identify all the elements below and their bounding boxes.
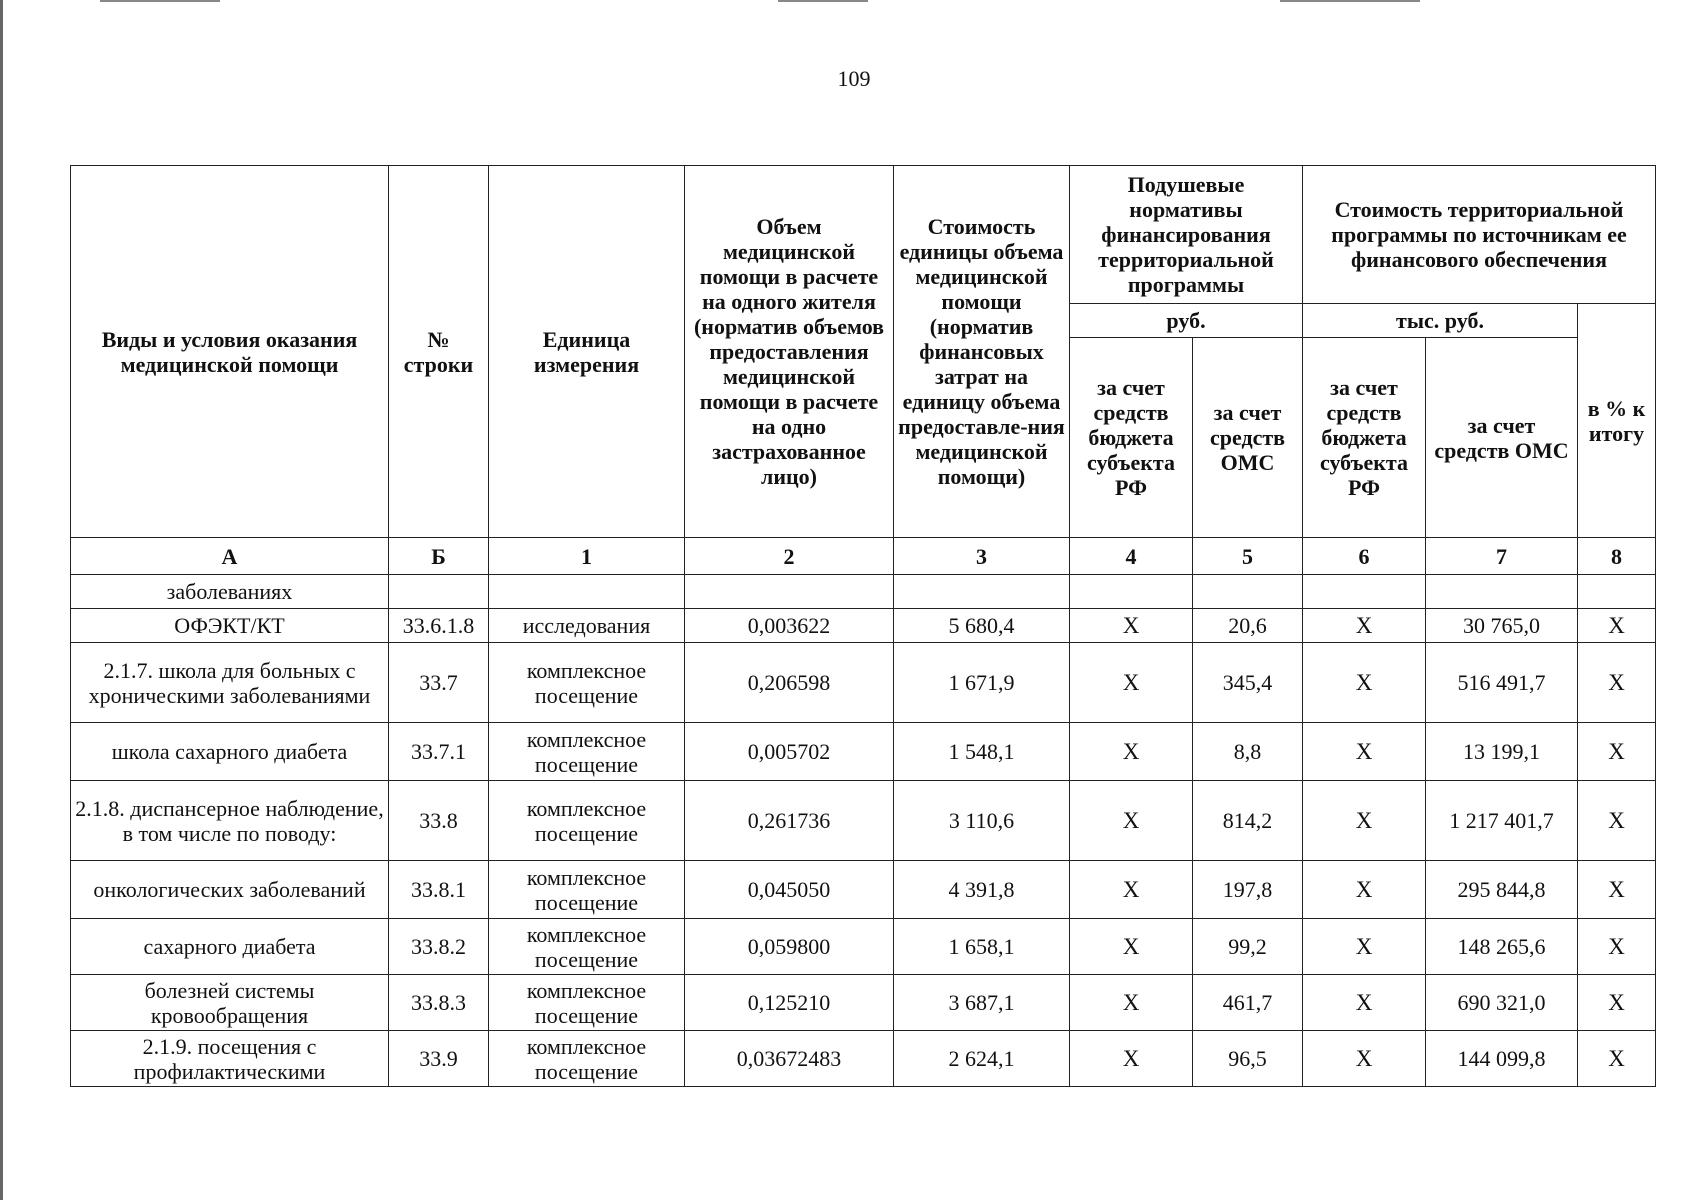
row-unit: комплексное посещение	[489, 1031, 685, 1087]
row-budget-thous	[1303, 575, 1426, 609]
row-name: болезней системы кровообращения	[71, 975, 389, 1031]
col-number: 1	[489, 538, 685, 575]
row-volume: 0,045050	[685, 861, 894, 919]
row-oms-rub: 8,8	[1193, 723, 1303, 781]
row-budget-rub: Х	[1070, 723, 1193, 781]
row-line-number: 33.7	[389, 643, 489, 723]
row-name: ОФЭКТ/КТ	[71, 609, 389, 643]
scan-left-edge	[0, 0, 3, 1200]
table-row	[71, 975, 1656, 1031]
table-row	[71, 575, 1656, 609]
header-rub: руб.	[1070, 304, 1303, 338]
header-unit: Единица измерения	[489, 166, 685, 538]
page-number: 109	[837, 66, 871, 91]
row-oms-thous: 30 765,0	[1426, 609, 1578, 643]
table-row	[71, 723, 1656, 781]
row-line-number: 33.8.2	[389, 919, 489, 975]
row-percent: Х	[1578, 723, 1656, 781]
row-name: школа сахарного диабета	[71, 723, 389, 781]
row-name: 2.1.8. диспансерное наблюдение, в том числе по поводу:	[71, 781, 389, 861]
row-oms-thous: 144 099,8	[1426, 1031, 1578, 1087]
row-oms-thous: 690 321,0	[1426, 975, 1578, 1031]
row-budget-thous: Х	[1303, 723, 1426, 781]
row-oms-rub	[1193, 575, 1303, 609]
header-oms-rub: за счет средств ОМС	[1193, 338, 1303, 538]
row-oms-rub: 197,8	[1193, 861, 1303, 919]
header-kind: Виды и условия оказания медицинской помощи	[71, 166, 389, 538]
row-budget-rub: Х	[1070, 1031, 1193, 1087]
row-percent: Х	[1578, 609, 1656, 643]
row-budget-thous: Х	[1303, 609, 1426, 643]
col-number: А	[71, 538, 389, 575]
row-line-number: 33.8.1	[389, 861, 489, 919]
row-unit-cost: 5 680,4	[894, 609, 1070, 643]
row-line-number	[389, 575, 489, 609]
table-row	[71, 1031, 1656, 1087]
row-volume: 0,03672483	[685, 1031, 894, 1087]
row-volume: 0,261736	[685, 781, 894, 861]
row-budget-rub: Х	[1070, 975, 1193, 1031]
scan-mark	[778, 0, 868, 2]
header-budget-rub: за счет средств бюджета субъекта РФ	[1070, 338, 1193, 538]
table-row	[71, 861, 1656, 919]
row-name: 2.1.9. посещения с профилактическими	[71, 1031, 389, 1087]
row-unit-cost	[894, 575, 1070, 609]
table-row	[71, 609, 1656, 643]
row-line-number: 33.7.1	[389, 723, 489, 781]
scan-mark	[1280, 0, 1420, 2]
header-volume: Объем медицинской помощи в расчете на одного жителя (норматив объемов предоставления медицинской помощи в расчете на одно застрахованное лицо)	[685, 166, 894, 538]
row-percent: Х	[1578, 643, 1656, 723]
col-number: 8	[1578, 538, 1656, 575]
row-budget-thous: Х	[1303, 975, 1426, 1031]
row-budget-rub	[1070, 575, 1193, 609]
row-budget-thous: Х	[1303, 861, 1426, 919]
row-budget-thous: Х	[1303, 643, 1426, 723]
row-line-number: 33.8	[389, 781, 489, 861]
row-budget-rub: Х	[1070, 919, 1193, 975]
scan-mark	[100, 0, 220, 2]
header-per-capita: Подушевые нормативы финансирования территориальной программы	[1070, 166, 1303, 304]
row-name: заболеваниях	[71, 575, 389, 609]
row-oms-rub: 814,2	[1193, 781, 1303, 861]
row-unit: комплексное посещение	[489, 643, 685, 723]
header-program-cost: Стоимость территориальной программы по источникам ее финансового обеспечения	[1303, 166, 1656, 304]
header-oms-thous: за счет средств ОМС	[1426, 338, 1578, 538]
row-percent: Х	[1578, 1031, 1656, 1087]
row-oms-thous: 295 844,8	[1426, 861, 1578, 919]
header-line-number: № строки	[389, 166, 489, 538]
row-oms-rub: 461,7	[1193, 975, 1303, 1031]
row-unit: комплексное посещение	[489, 975, 685, 1031]
row-volume: 0,003622	[685, 609, 894, 643]
row-oms-thous: 13 199,1	[1426, 723, 1578, 781]
row-unit: комплексное посещение	[489, 723, 685, 781]
col-number: 5	[1193, 538, 1303, 575]
row-volume: 0,125210	[685, 975, 894, 1031]
row-unit	[489, 575, 685, 609]
row-unit-cost: 3 687,1	[894, 975, 1070, 1031]
row-unit: исследования	[489, 609, 685, 643]
row-percent: Х	[1578, 781, 1656, 861]
col-number: Б	[389, 538, 489, 575]
row-budget-thous: Х	[1303, 919, 1426, 975]
row-budget-rub: Х	[1070, 609, 1193, 643]
row-unit-cost: 3 110,6	[894, 781, 1070, 861]
col-number: 4	[1070, 538, 1193, 575]
row-oms-thous: 1 217 401,7	[1426, 781, 1578, 861]
header-unit-cost: Стоимость единицы объема медицинской помощи (норматив финансовых затрат на единицу объема предоставле-ния медицинской помощи)	[894, 166, 1070, 538]
col-number: 6	[1303, 538, 1426, 575]
row-volume: 0,059800	[685, 919, 894, 975]
row-budget-rub: Х	[1070, 781, 1193, 861]
row-unit-cost: 1 671,9	[894, 643, 1070, 723]
row-line-number: 33.8.3	[389, 975, 489, 1031]
row-budget-rub: Х	[1070, 861, 1193, 919]
column-number-row	[71, 538, 1656, 575]
row-budget-thous: Х	[1303, 781, 1426, 861]
table-row	[71, 919, 1656, 975]
row-percent: Х	[1578, 919, 1656, 975]
row-oms-rub: 99,2	[1193, 919, 1303, 975]
row-line-number: 33.9	[389, 1031, 489, 1087]
row-percent: Х	[1578, 861, 1656, 919]
col-number: 7	[1426, 538, 1578, 575]
header-budget-thous: за счет средств бюджета субъекта РФ	[1303, 338, 1426, 538]
row-name: онкологических заболеваний	[71, 861, 389, 919]
row-budget-thous: Х	[1303, 1031, 1426, 1087]
row-oms-rub: 20,6	[1193, 609, 1303, 643]
row-volume: 0,005702	[685, 723, 894, 781]
row-volume: 0,206598	[685, 643, 894, 723]
row-oms-rub: 345,4	[1193, 643, 1303, 723]
row-unit: комплексное посещение	[489, 919, 685, 975]
row-oms-thous	[1426, 575, 1578, 609]
row-unit: комплексное посещение	[489, 781, 685, 861]
row-name: 2.1.7. школа для больных с хроническими заболеваниями	[71, 643, 389, 723]
col-number: 2	[685, 538, 894, 575]
table-body	[71, 575, 1656, 1087]
budget-table	[70, 165, 1656, 1087]
header-thous-rub: тыс. руб.	[1303, 304, 1578, 338]
row-oms-thous: 516 491,7	[1426, 643, 1578, 723]
row-percent: Х	[1578, 975, 1656, 1031]
row-unit-cost: 1 548,1	[894, 723, 1070, 781]
row-unit: комплексное посещение	[489, 861, 685, 919]
row-percent	[1578, 575, 1656, 609]
row-oms-thous: 148 265,6	[1426, 919, 1578, 975]
col-number: 3	[894, 538, 1070, 575]
header-percent: в % к итогу	[1578, 304, 1656, 538]
row-line-number: 33.6.1.8	[389, 609, 489, 643]
row-unit-cost: 4 391,8	[894, 861, 1070, 919]
row-name: сахарного диабета	[71, 919, 389, 975]
row-budget-rub: Х	[1070, 643, 1193, 723]
row-oms-rub: 96,5	[1193, 1031, 1303, 1087]
row-volume	[685, 575, 894, 609]
table-row	[71, 781, 1656, 861]
table-row	[71, 643, 1656, 723]
row-unit-cost: 1 658,1	[894, 919, 1070, 975]
row-unit-cost: 2 624,1	[894, 1031, 1070, 1087]
